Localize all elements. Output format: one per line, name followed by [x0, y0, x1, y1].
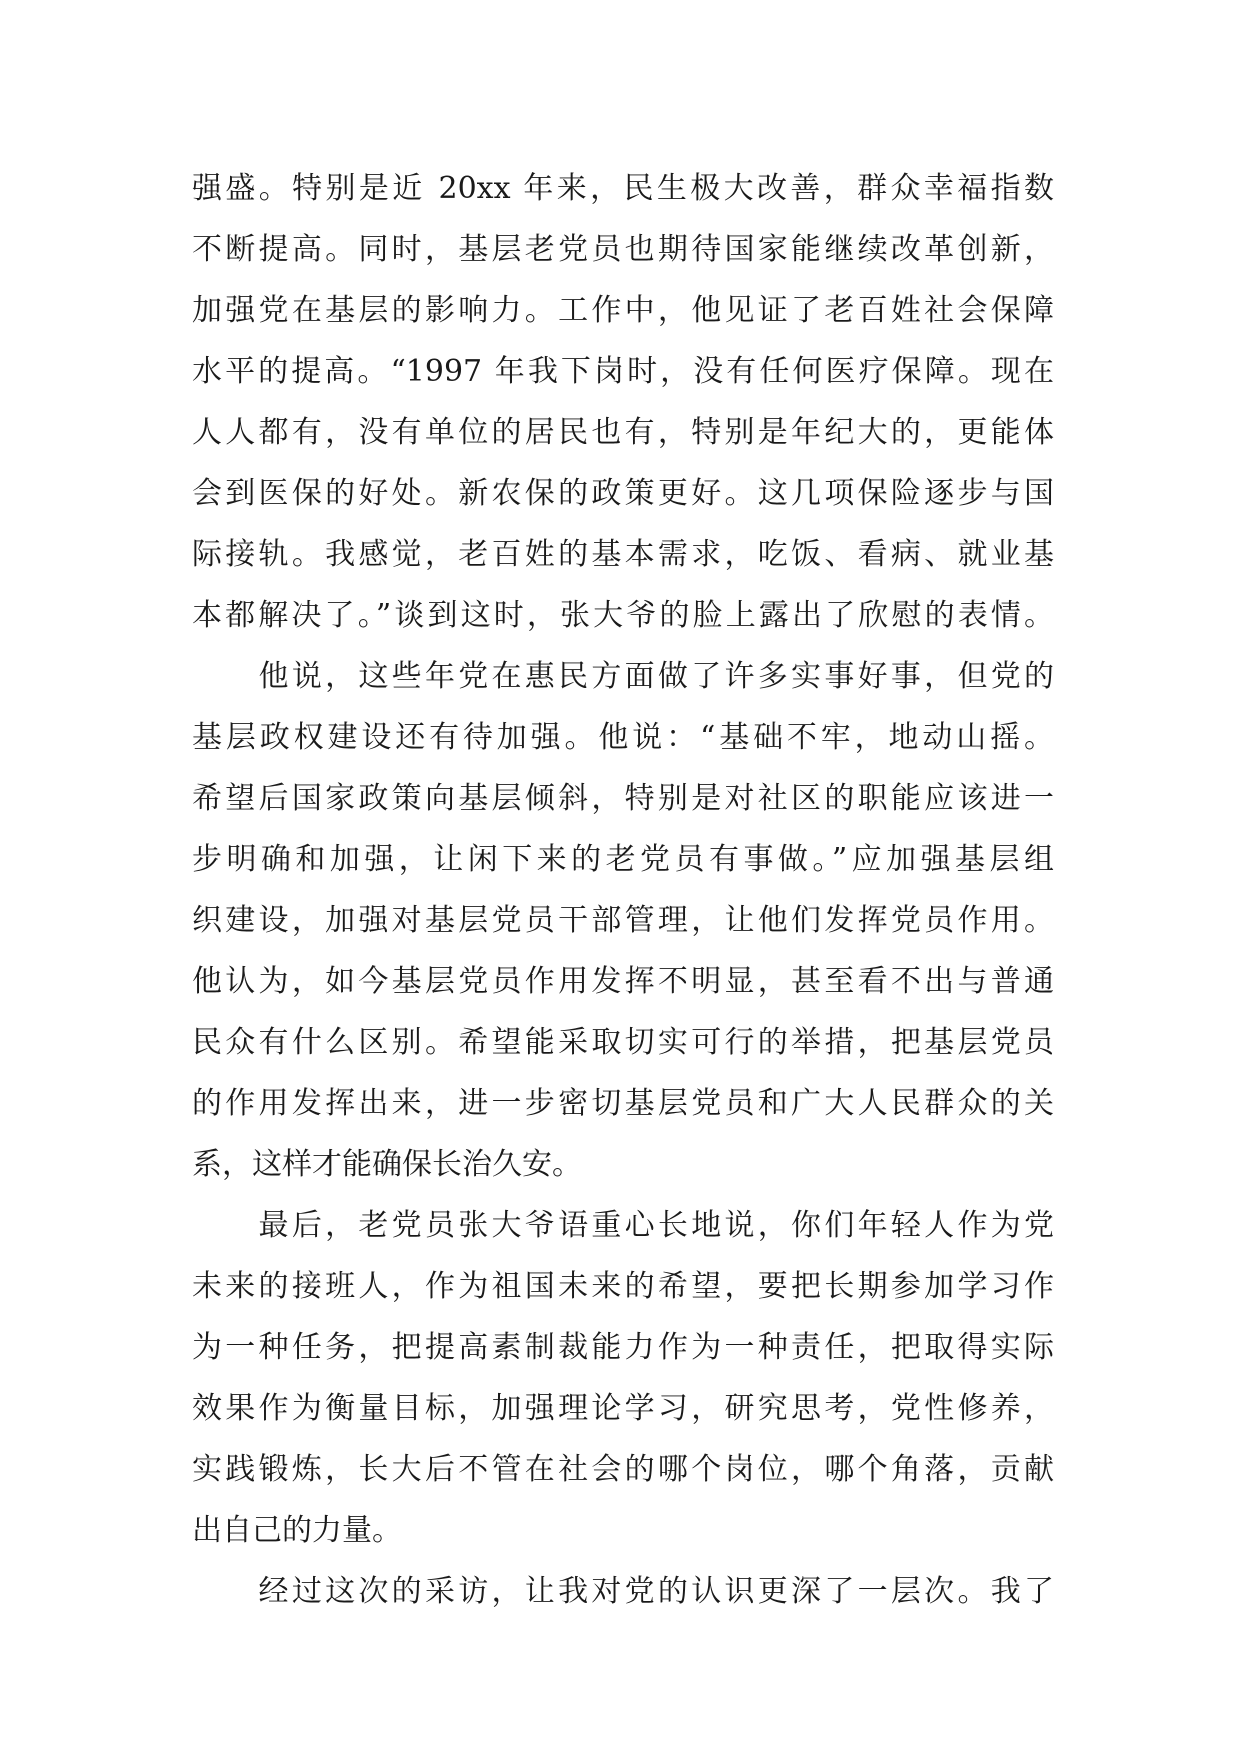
- text-line: 基层政权建设还有待加强。他说：“基础不牢，地动山摇。: [192, 720, 1054, 755]
- text-line: 本都解决了。”谈到这时，张大爷的脸上露出了欣慰的表情。: [192, 598, 1054, 633]
- text-line: 际接轨。我感觉，老百姓的基本需求，吃饭、看病、就业基: [192, 537, 1054, 572]
- text-line: 实践锻炼，长大后不管在社会的哪个岗位，哪个角落，贡献: [192, 1452, 1054, 1487]
- text-line: 人人都有，没有单位的居民也有，特别是年纪大的，更能体: [192, 415, 1054, 450]
- body-text: [192, 158, 1054, 1622]
- text-line: 未来的接班人，作为祖国未来的希望，要把长期参加学习作: [192, 1269, 1054, 1304]
- text-line: 希望后国家政策向基层倾斜，特别是对社区的职能应该进一: [192, 781, 1054, 816]
- text-line: 为一种任务，把提高素制裁能力作为一种责任，把取得实际: [192, 1330, 1054, 1365]
- text-line: 经过这次的采访，让我对党的认识更深了一层次。我了: [192, 1574, 1054, 1609]
- text-line: 强盛。特别是近 20xx 年来，民生极大改善，群众幸福指数: [192, 171, 1054, 206]
- text-line: 出自己的力量。: [192, 1513, 402, 1548]
- text-line: 会到医保的好处。新农保的政策更好。这几项保险逐步与国: [192, 476, 1054, 511]
- text-line: 不断提高。同时，基层老党员也期待国家能继续改革创新，: [192, 232, 1054, 267]
- text-line: 最后，老党员张大爷语重心长地说，你们年轻人作为党: [192, 1208, 1054, 1243]
- text-line: 效果作为衡量目标，加强理论学习，研究思考，党性修养，: [192, 1391, 1054, 1426]
- text-line: 织建设，加强对基层党员干部管理，让他们发挥党员作用。: [192, 903, 1054, 938]
- text-line: 加强党在基层的影响力。工作中，他见证了老百姓社会保障: [192, 293, 1054, 328]
- text-line: 他说，这些年党在惠民方面做了许多实事好事，但党的: [192, 659, 1054, 694]
- text-line: 的作用发挥出来，进一步密切基层党员和广大人民群众的关: [192, 1086, 1054, 1121]
- text-line: 步明确和加强，让闲下来的老党员有事做。”应加强基层组: [192, 842, 1054, 877]
- text-line: 系，这样才能确保长治久安。: [192, 1147, 582, 1182]
- text-line: 他认为，如今基层党员作用发挥不明显，甚至看不出与普通: [192, 964, 1054, 999]
- text-line: 民众有什么区别。希望能采取切实可行的举措，把基层党员: [192, 1025, 1054, 1060]
- text-line: 水平的提高。“1997 年我下岗时，没有任何医疗保障。现在: [192, 354, 1054, 389]
